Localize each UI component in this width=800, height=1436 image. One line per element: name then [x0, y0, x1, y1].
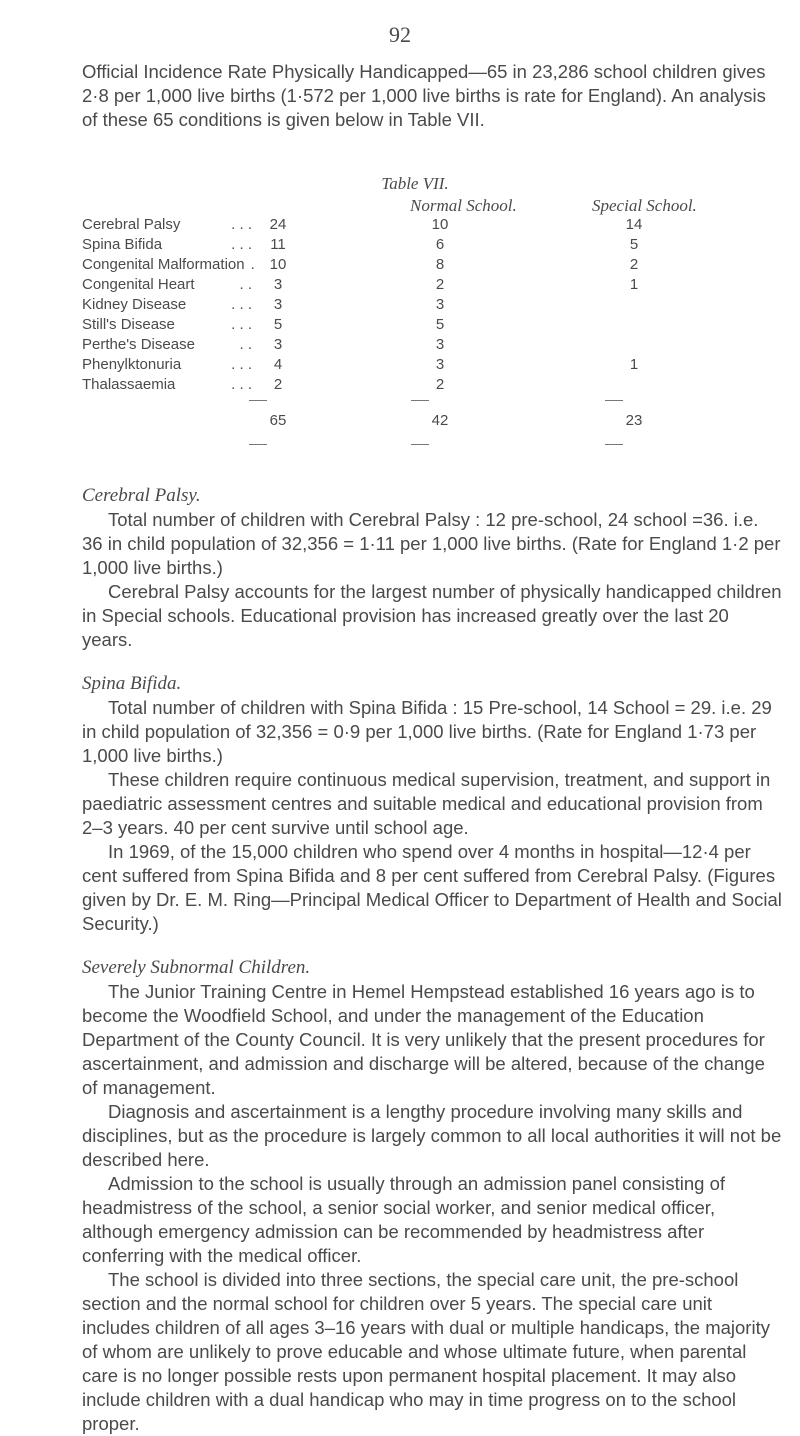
paragraph: In 1969, of the 15,000 children who spend over 4 months in hospital—12·4 per cent suffered from Spina Bifida and 8 per cent suffered from Cerebral Palsy. (Figures given by Dr. E. M. Ring—Principal Medical Officer to Department of Health and Social Security.)	[82, 841, 782, 934]
paragraph: Diagnosis and ascertainment is a lengthy procedure involving many skills and disciplines, but as the procedure is largely common to all local authorities it will not be described here.	[82, 1101, 782, 1170]
col-header-normal: Normal School.	[410, 196, 517, 215]
total-cell: 4	[273, 356, 283, 373]
normal-school-cell: 3	[435, 296, 445, 313]
normal-school-cell: 2	[435, 276, 445, 293]
paragraph: These children require continuous medical supervision, treatment, and support in paediatric assessment centres and suitable medical and educational provision from 2–3 years. 40 per cent survive until school age.	[82, 769, 771, 838]
normal-total-cell: 42	[431, 412, 449, 429]
normal-school-cell: 8	[435, 256, 445, 273]
section-cerebral-palsy	[82, 484, 782, 652]
normal-school-cell: 3	[435, 336, 445, 353]
total-cell: 3	[273, 336, 283, 353]
section-severely-subnormal	[82, 956, 782, 1436]
table-row	[82, 216, 702, 236]
normal-school-cell: 2	[435, 376, 445, 393]
condition-label: Still's Disease	[82, 316, 175, 333]
section-heading: Spina Bifida.	[82, 673, 182, 694]
condition-label: Thalassaemia	[82, 376, 176, 393]
condition-label: Phenylktonuria	[82, 356, 182, 373]
normal-school-cell: 10	[431, 216, 449, 233]
page-number: 92	[389, 22, 411, 47]
table-row	[82, 276, 702, 296]
condition-label: Congenital Heart	[82, 276, 195, 293]
paragraph: The Junior Training Centre in Hemel Hempstead established 16 years ago is to become the Woodfield School, and under the management of the Education Department of the County Council. It is very unlikely that the present procedures for ascertainment, and admission and discharge will be altered, because of the change of management.	[82, 981, 765, 1098]
total-cell: 3	[273, 276, 283, 293]
grand-total-cell: 65	[269, 412, 287, 429]
table-row	[82, 316, 702, 336]
total-underline	[411, 444, 429, 445]
total-cell: 3	[273, 296, 283, 313]
special-school-cell: 14	[625, 216, 643, 233]
special-school-cell: 5	[629, 236, 639, 253]
condition-label: Cerebral Palsy	[82, 216, 181, 233]
table-row	[82, 336, 702, 356]
total-cell: 10	[269, 256, 287, 273]
table-row	[82, 236, 702, 256]
paragraph: Admission to the school is usually through an admission panel consisting of headmistress of the school, a senior social worker, and senior medical officer, although emergency admission can be recommended by headmistress after conferring with the medical officer.	[82, 1173, 726, 1266]
paragraph: Total number of children with Spina Bifida : 15 Pre-school, 14 School = 29. i.e. 29 in child population of 32,356 = 0·9 per 1,000 live births. (Rate for England 1·73 per 1,000 live births.)	[82, 697, 772, 766]
leader-dots: . . .	[231, 236, 252, 253]
special-school-cell: 1	[629, 356, 639, 373]
total-underline	[249, 444, 267, 445]
total-cell: 24	[269, 216, 287, 233]
leader-dots: . . .	[231, 356, 252, 373]
intro-paragraph: Official Incidence Rate Physically Handicapped—65 in 23,286 school children gives 2·8 per 1,000 live births (1·572 per 1,000 live births is rate for England). An analysis of these 65 conditions is given below in Table VII.	[82, 61, 766, 130]
section-heading: Cerebral Palsy.	[82, 485, 201, 506]
paragraph: Cerebral Palsy accounts for the largest number of physically handicapped children in Special schools. Educational provision has increased greatly over the last 20 years.	[82, 581, 782, 650]
leader-dots: . . .	[231, 376, 252, 393]
condition-label: Congenital Malformation	[82, 256, 245, 273]
normal-school-cell: 6	[435, 236, 445, 253]
table-row	[82, 376, 702, 396]
normal-school-cell: 3	[435, 356, 445, 373]
leader-dots: . . .	[231, 216, 252, 233]
special-school-cell: 1	[629, 276, 639, 293]
section-spina-bifida	[82, 672, 782, 936]
condition-label: Perthe's Disease	[82, 336, 195, 353]
condition-label: Spina Bifida	[82, 236, 163, 253]
table-title: Table VII.	[381, 174, 449, 193]
totals-row	[82, 412, 702, 432]
paragraph: The school is divided into three sections, the special care unit, the pre-school section and the normal school for children over 5 years. The special care unit includes children of all ages 3–16 years with dual or multiple handicaps, the majority of whom are unlikely to prove educable and whose ultimate future, when parental care is no longer possible rests upon permanent hospital placement. It may also include children with a dual handicap who may in time progress on to the school proper.	[82, 1269, 770, 1434]
table-row	[82, 256, 702, 276]
col-header-special: Special School.	[592, 196, 697, 215]
leader-dots: . .	[239, 336, 252, 353]
total-underline	[605, 444, 623, 445]
sum-rule	[249, 400, 267, 401]
special-total-cell: 23	[625, 412, 643, 429]
table-row	[82, 356, 702, 376]
normal-school-cell: 5	[435, 316, 445, 333]
leader-dots: . .	[239, 276, 252, 293]
paragraph: Total number of children with Cerebral Palsy : 12 pre-school, 24 school =36. i.e. 36 in child population of 32,356 = 1·11 per 1,000 live births. (Rate for England 1·2 per 1,000 live births.)	[82, 509, 781, 578]
total-cell: 5	[273, 316, 283, 333]
table-row	[82, 296, 702, 316]
sum-rule	[411, 400, 429, 401]
special-school-cell: 2	[629, 256, 639, 273]
leader-dots: . . .	[231, 296, 252, 313]
leader-dots: . . .	[231, 316, 252, 333]
sum-rule	[605, 400, 623, 401]
section-heading: Severely Subnormal Children.	[82, 957, 311, 978]
total-cell: 2	[273, 376, 283, 393]
total-cell: 11	[270, 236, 286, 253]
condition-label: Kidney Disease	[82, 296, 187, 313]
leader-dots: .	[250, 256, 255, 273]
